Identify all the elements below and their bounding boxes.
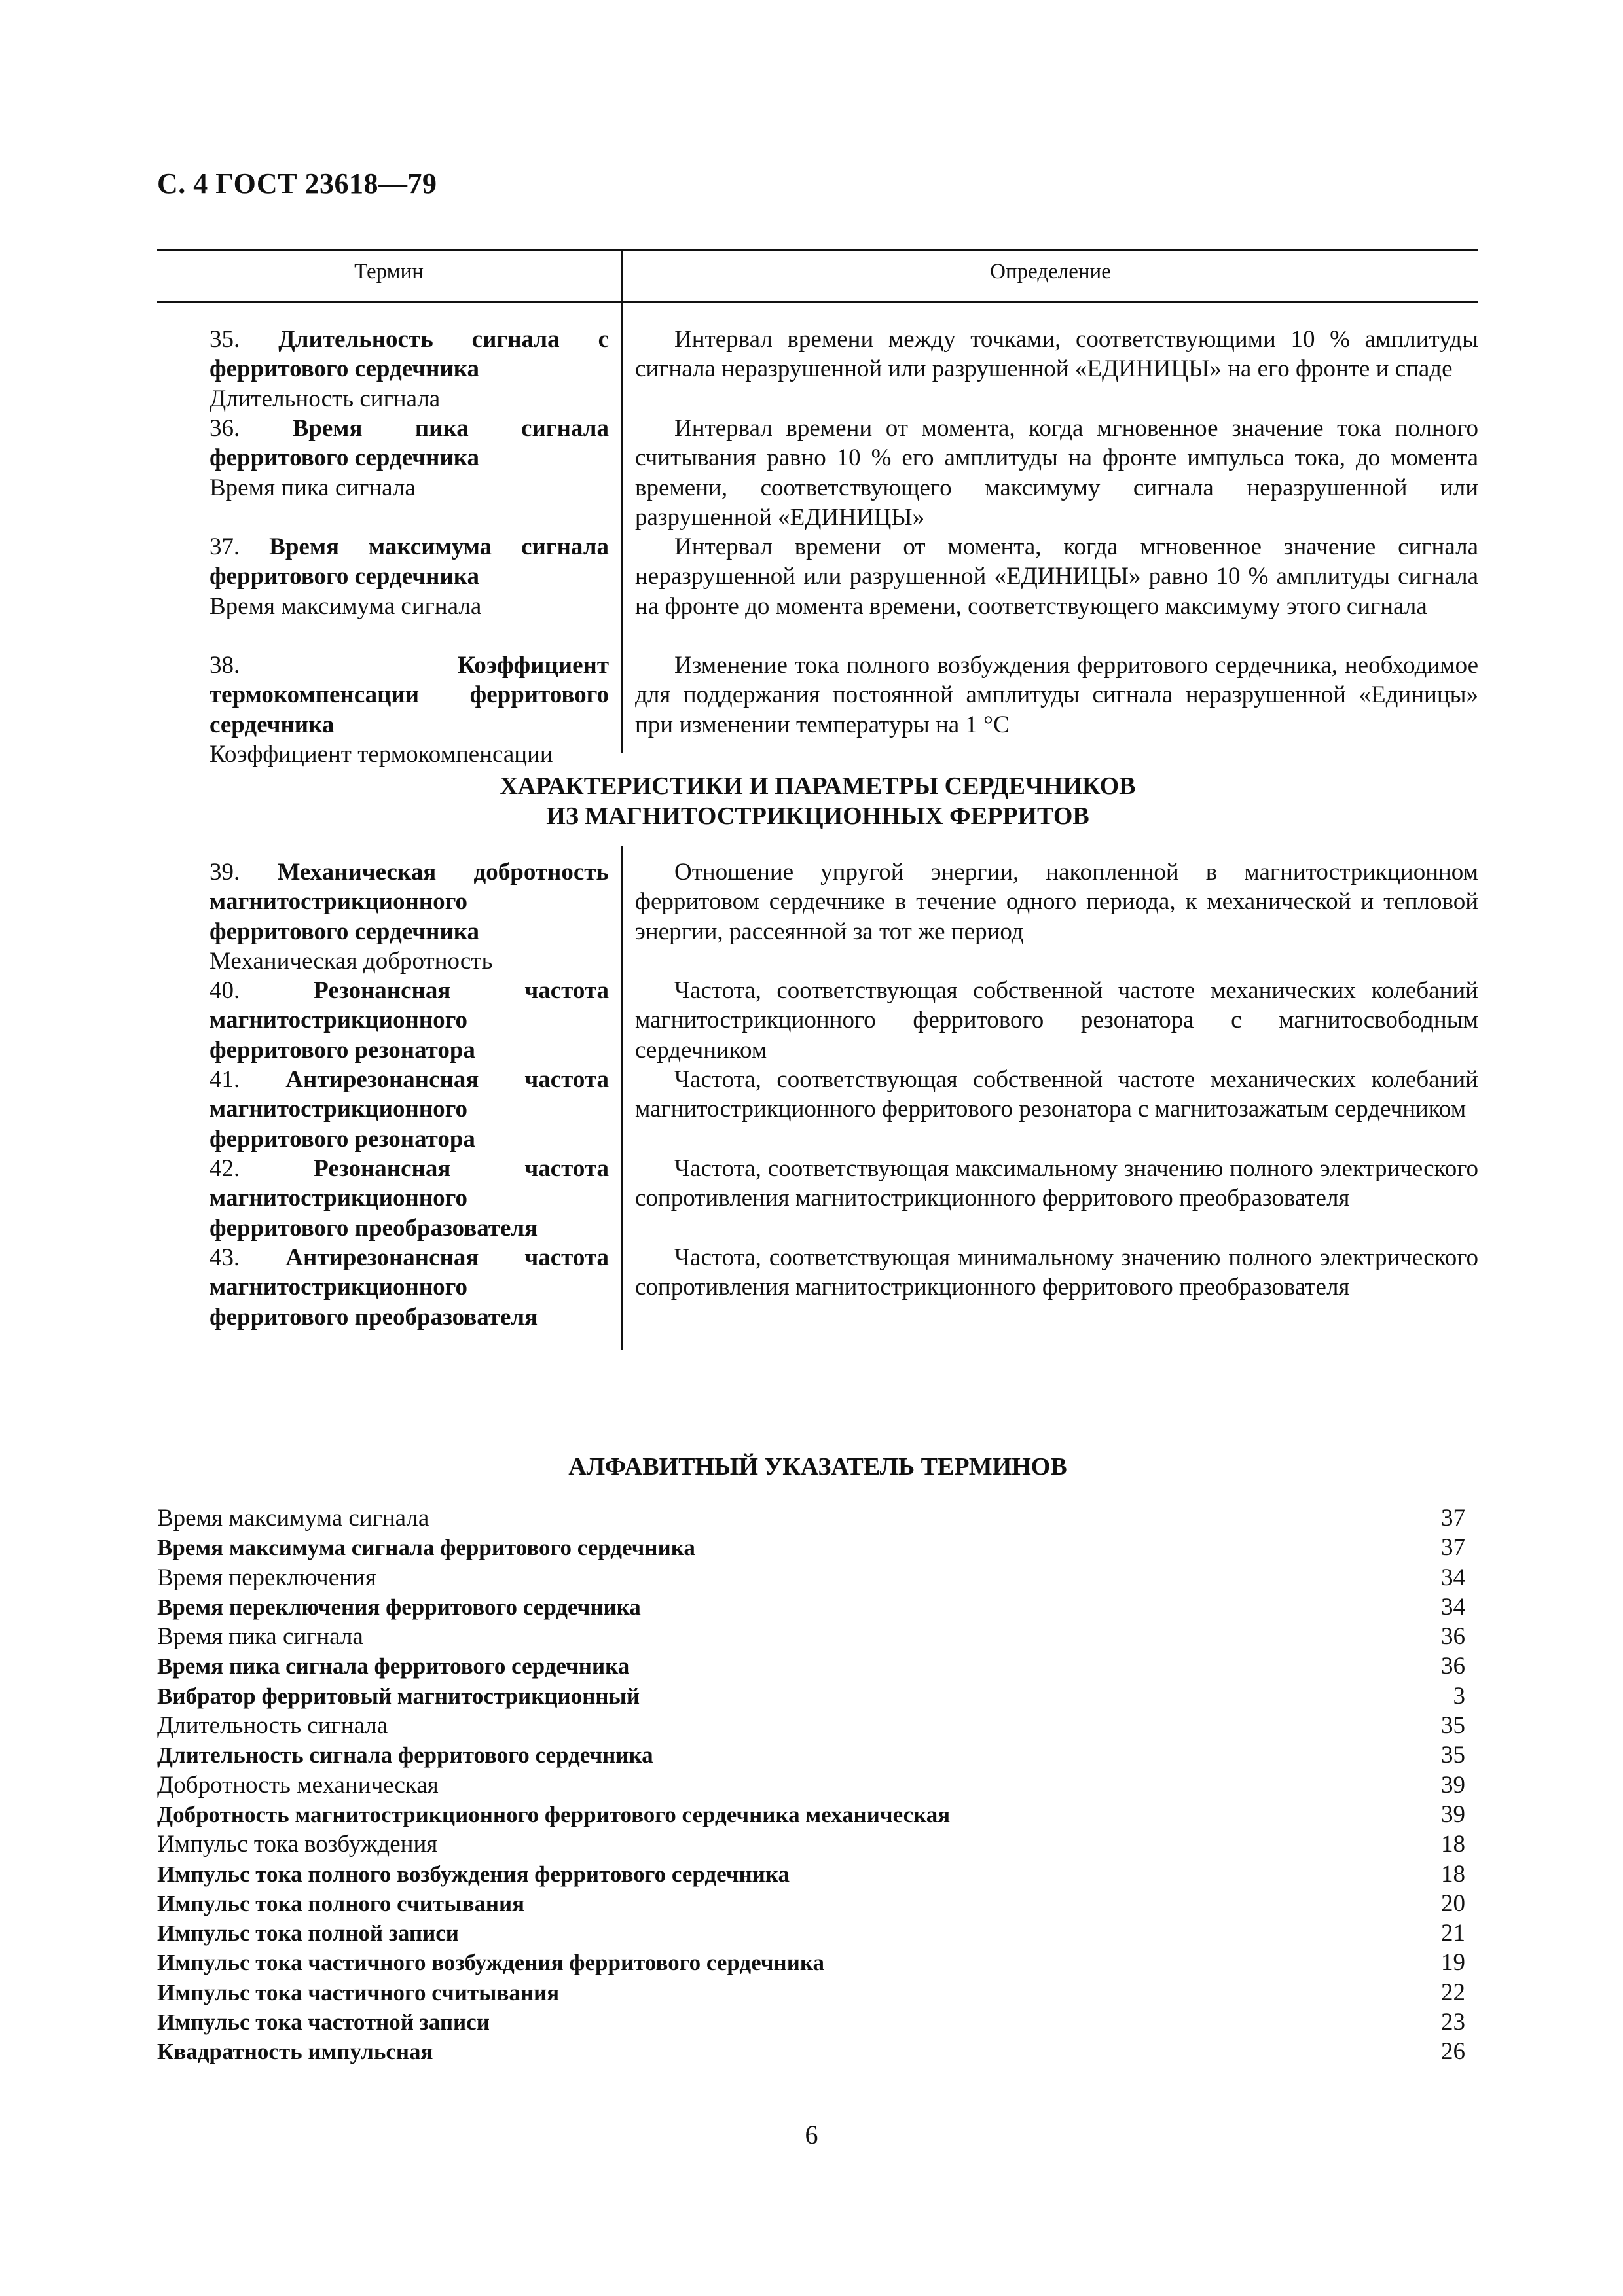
index-page: 3 — [1453, 1682, 1465, 1710]
index-term: Импульс тока частичного возбуждения ферритового сердечника — [157, 1950, 824, 1976]
index-term: Квадратность импульсная — [157, 2039, 433, 2065]
column-header-term: Термин — [354, 260, 424, 283]
index-term: Время пика сигнала ферритового сердечника — [157, 1653, 630, 1679]
index-row — [157, 1533, 1465, 1562]
index-row — [157, 1889, 1465, 1918]
index-page: 39 — [1441, 1771, 1465, 1799]
index-page: 35 — [1441, 1742, 1465, 1769]
index-page: 26 — [1441, 2038, 1465, 2066]
term-43: 43. Антирезонансная частота магнитострикционного ферритового преобразователя — [210, 1244, 609, 1331]
definition-40: Частота, соответствующая собственной частоте механических колебаний магнитострикционного ферритового резонатора с магнитосвободным сердечником — [635, 977, 1478, 1064]
term-38: 38. Коэффициент термокомпенсации ферритового сердечника Коэффициент термокомпенсации — [210, 652, 609, 768]
index-page: 35 — [1441, 1712, 1465, 1740]
index-page: 36 — [1441, 1653, 1465, 1680]
definition-35: Интервал времени между точками, соответствующими 10 % амплитуды сигнала неразрушенной или разрушенной «ЕДИНИЦЫ» на его фронте и спаде — [635, 326, 1478, 383]
index-row — [157, 1681, 1465, 1711]
index-row — [157, 1563, 1465, 1592]
section-title-line-1: ХАРАКТЕРИСТИКИ И ПАРАМЕТРЫ СЕРДЕЧНИКОВ — [500, 772, 1136, 800]
index-row — [157, 1800, 1465, 1829]
term-40: 40. Резонансная частота магнитострикционного ферритового резонатора — [210, 977, 610, 1064]
index-page: 18 — [1441, 1831, 1465, 1858]
index-page: 37 — [1441, 1534, 1465, 1562]
index-page: 37 — [1441, 1505, 1465, 1532]
index-term: Длительность сигнала ферритового сердечника — [157, 1742, 653, 1768]
index-term: Время переключения — [157, 1564, 376, 1591]
page-header: С. 4 ГОСТ 23618—79 — [157, 168, 437, 200]
index-row — [157, 1829, 1465, 1859]
index-page: 18 — [1441, 1860, 1465, 1888]
index-row — [157, 1740, 1465, 1770]
term-36: 36. Время пика сигнала ферритового сердечника Время пика сигнала — [210, 415, 609, 501]
index-page: 23 — [1441, 2009, 1465, 2036]
index-page: 36 — [1441, 1623, 1465, 1651]
index-title: АЛФАВИТНЫЙ УКАЗАТЕЛЬ ТЕРМИНОВ — [568, 1453, 1067, 1480]
index-term: Время максимума сигнала — [157, 1505, 429, 1532]
index-term: Длительность сигнала — [157, 1712, 388, 1740]
index-row — [157, 2037, 1465, 2066]
term-41: 41. Антирезонансная частота магнитострикционного ферритового резонатора — [210, 1066, 609, 1153]
index-term: Время максимума сигнала ферритового сердечника — [157, 1535, 695, 1561]
column-divider-2 — [621, 846, 623, 1350]
index-page: 22 — [1441, 1979, 1465, 2006]
index-term: Импульс тока полной записи — [157, 1920, 459, 1946]
index-term: Импульс тока полного возбуждения ферритового сердечника — [157, 1861, 790, 1887]
section-title — [157, 771, 1478, 831]
index-term: Импульс тока полного считывания — [157, 1890, 525, 1916]
term-35: 35. Длительность сигнала с ферритового сердечника Длительность сигнала — [210, 326, 609, 412]
index-term: Вибратор ферритовый магнитострикционный — [157, 1683, 640, 1709]
index-row — [157, 1651, 1465, 1681]
definition-42: Частота, соответствующая максимальному значению полного электрического сопротивления магнитострикционного ферритового преобразователя — [635, 1155, 1478, 1212]
index-term: Добротность механическая — [157, 1771, 439, 1799]
index-term: Время пика сигнала — [157, 1623, 363, 1651]
index-page: 34 — [1441, 1564, 1465, 1591]
index-term: Время переключения ферритового сердечника — [157, 1594, 641, 1620]
index-term: Импульс тока частичного считывания — [157, 1979, 560, 2005]
index-row — [157, 1622, 1465, 1651]
index-row — [157, 2007, 1465, 2037]
index-page: 39 — [1441, 1801, 1465, 1828]
index-page: 20 — [1441, 1890, 1465, 1917]
index-row — [157, 1592, 1465, 1622]
definition-43: Частота, соответствующая минимальному значению полного электрического сопротивления магнитострикционного ферритового преобразователя — [635, 1244, 1478, 1301]
index-page: 34 — [1441, 1593, 1465, 1621]
index-row — [157, 1948, 1465, 1977]
table-header-rule — [157, 301, 1478, 303]
index-page: 21 — [1441, 1920, 1465, 1947]
alphabetical-index — [157, 1503, 1465, 2067]
index-row — [157, 1503, 1465, 1533]
term-37: 37. Время максимума сигнала ферритового сердечника Время максимума сигнала — [210, 533, 609, 620]
index-term: Импульс тока возбуждения — [157, 1831, 438, 1858]
term-39: 39. Механическая добротность магнитострикционного ферритового сердечника Механическая добротность — [210, 859, 610, 975]
index-term: Импульс тока частотной записи — [157, 2009, 490, 2036]
section-title-line-2: ИЗ МАГНИТОСТРИКЦИОННЫХ ФЕРРИТОВ — [546, 802, 1089, 830]
index-row — [157, 1770, 1465, 1800]
index-page: 19 — [1441, 1949, 1465, 1977]
column-header-definition: Определение — [990, 260, 1111, 283]
definition-39: Отношение упругой энергии, накопленной в магнитострикционном ферритовом сердечнике в течение одного периода, к механической и тепловой энергии, рассеянной за тот же период — [635, 859, 1478, 945]
index-row — [157, 1918, 1465, 1948]
index-row — [157, 1978, 1465, 2007]
definition-36: Интервал времени от момента, когда мгновенное значение тока полного считывания равно 10 % его амплитуды на фронте импульса тока, до момента времени, соответствующего максимуму сигнала неразрушенной или разрушенной «ЕДИНИЦЫ» — [635, 415, 1478, 531]
term-42: 42. Резонансная частота магнитострикционного ферритового преобразователя — [210, 1155, 610, 1242]
definition-37: Интервал времени от момента, когда мгновенное значение сигнала неразрушенной или разрушенной «ЕДИНИЦЫ» равно 10 % амплитуды сигнала на фронте до момента времени, соответствующего максимуму этого сигнала — [635, 533, 1478, 620]
column-divider — [621, 249, 623, 753]
index-term: Добротность магнитострикционного ферритового сердечника механическая — [157, 1801, 951, 1827]
index-row — [157, 1711, 1465, 1740]
table-top-rule — [157, 249, 1478, 251]
page-number: 6 — [805, 2120, 818, 2149]
definition-38: Изменение тока полного возбуждения ферритового сердечника, необходимое для поддержания постоянной амплитуды сигнала неразрушенной «Единицы» при изменении температуры на 1 °С — [635, 652, 1478, 738]
definition-41: Частота, соответствующая собственной частоте механических колебаний магнитострикционного ферритового резонатора с магнитозажатым сердечником — [635, 1066, 1478, 1123]
index-row — [157, 1859, 1465, 1889]
